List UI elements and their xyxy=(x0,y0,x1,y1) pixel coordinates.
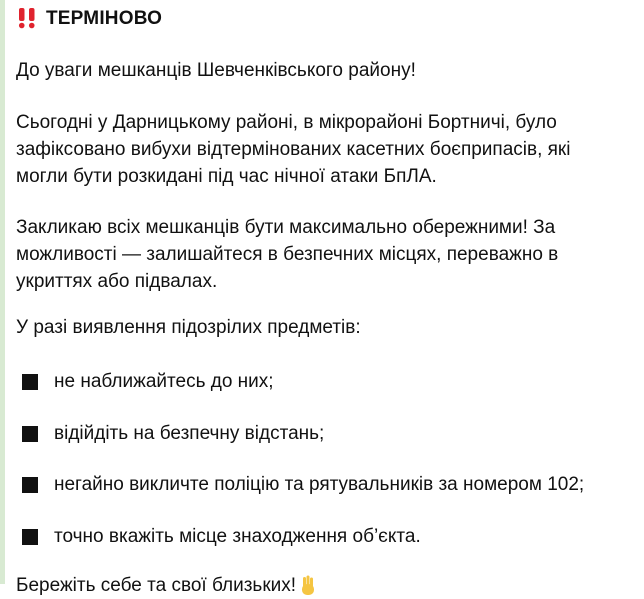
list-item-text: відійдіть на безпечну відстань; xyxy=(54,423,325,444)
black-square-icon xyxy=(22,374,38,390)
list-item-text: не наближайтесь до них; xyxy=(54,371,274,392)
list-item xyxy=(16,471,584,498)
message-bubble xyxy=(16,0,636,596)
list-item xyxy=(16,368,274,395)
list-item xyxy=(16,420,324,447)
list-item-text: негайно викличте поліцію та рятувальників за номером 102; xyxy=(54,474,585,495)
paragraph-appeal: Закликаю всіх мешканців бути максимально обережними! За можливості — залишайтеся в безпечних місцях, переважно в укриттях або підвалах. xyxy=(16,217,559,292)
closing-text: Бережіть себе та свої близьких! xyxy=(16,575,297,596)
black-square-icon xyxy=(22,477,38,493)
black-square-icon xyxy=(22,529,38,545)
message-header xyxy=(16,4,162,32)
closing-line xyxy=(16,572,316,599)
header-title: ТЕРМІНОВО xyxy=(46,7,163,29)
paragraph-instructions-intro: У разі виявлення підозрілих предметів: xyxy=(16,317,361,338)
double-exclamation-icon xyxy=(16,7,38,29)
chat-left-strip xyxy=(0,0,5,584)
paragraph-attention: До уваги мешканців Шевченківського району! xyxy=(16,60,416,81)
list-item xyxy=(16,523,421,550)
paragraph-explosions: Сьогодні у Дарницькому районі, в мікрорайоні Бортничі, було зафіксовано вибухи відтермінованих касетних боєприпасів, які могли бути розкидані під час нічної атаки БпЛА. xyxy=(16,112,571,187)
list-item-text: точно вкажіть місце знаходження об’єкта. xyxy=(54,526,421,547)
black-square-icon xyxy=(22,426,38,442)
raised-hand-icon xyxy=(298,575,316,597)
